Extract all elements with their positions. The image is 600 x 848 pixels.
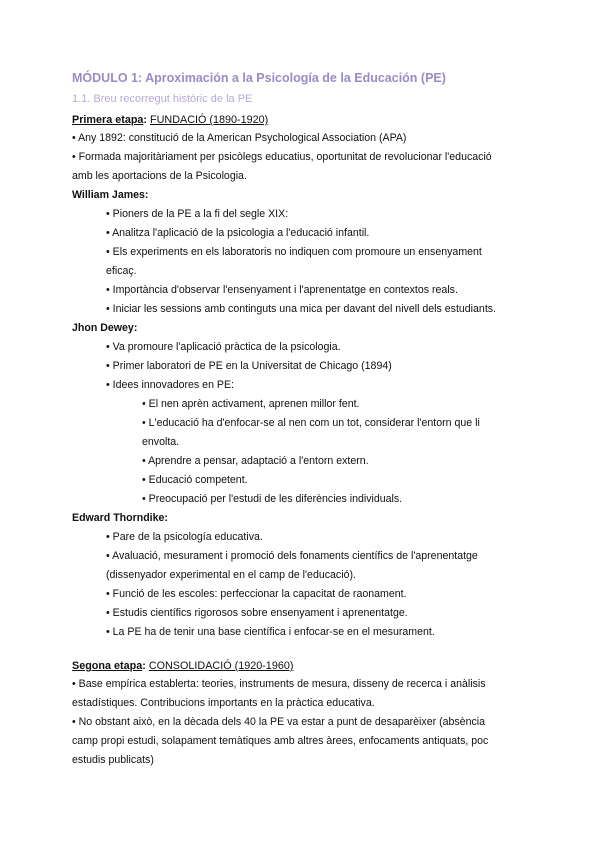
dewey-idea: • Preocupació per l'estudi de les diferències individuals. bbox=[142, 493, 403, 505]
james-item: • Els experiments en els laboratoris no indiquen com promoure un ensenyament bbox=[106, 246, 482, 258]
stage1-name: FUNDACIÓ (1890-1920) bbox=[150, 114, 269, 126]
section-subtitle: 1.1. Breu recorregut històric de la PE bbox=[72, 93, 253, 105]
document-page bbox=[72, 70, 532, 770]
dewey-item: • Primer laboratori de PE en la Universitat de Chicago (1894) bbox=[106, 360, 392, 372]
james-item: eficaç. bbox=[106, 265, 137, 277]
james-item: • Analitza l'aplicació de la psicologia a l'educació infantil. bbox=[106, 227, 370, 239]
author-dewey: Jhon Dewey: bbox=[72, 322, 138, 334]
stage2-heading: Segona etapa: CONSOLIDACIÓ (1920-1960) bbox=[72, 660, 294, 672]
stage2-bullet: camp propi estudi, solapament temàtiques amb altres àrees, enfocaments antiquats, poc bbox=[72, 735, 489, 747]
stage2-label: Segona etapa bbox=[72, 660, 143, 672]
stage2-bullet: estadístiques. Contribucions importants en la pràctica educativa. bbox=[72, 697, 375, 709]
stage2-bullet: • Base empírica establerta: teories, instruments de mesura, disseny de recerca i anàlisis bbox=[72, 678, 486, 690]
james-item: • Importància d'observar l'ensenyament i l'aprenentatge en contextos reals. bbox=[106, 284, 458, 296]
author-james: William James: bbox=[72, 189, 149, 201]
james-item: • Iniciar les sessions amb continguts una mica per davant del nivell dels estudiants. bbox=[106, 303, 496, 315]
thorndike-item: • Avaluació, mesurament i promoció dels fonaments científics de l'aprenentatge bbox=[106, 550, 478, 562]
thorndike-item: • Funció de les escoles: perfeccionar la capacitat de raonament. bbox=[106, 588, 407, 600]
stage1-bullet: amb les aportacions de la Psicologia. bbox=[72, 170, 247, 182]
stage2-name: CONSOLIDACIÓ (1920-1960) bbox=[148, 660, 294, 672]
dewey-idea: • Educació competent. bbox=[142, 474, 248, 486]
section-gap bbox=[72, 642, 532, 657]
dewey-idea: • Aprendre a pensar, adaptació a l'entorn extern. bbox=[142, 455, 369, 467]
thorndike-item: • Pare de la psicología educativa. bbox=[106, 531, 263, 543]
dewey-idea: • El nen aprèn activament, aprenen millor fent. bbox=[142, 398, 360, 410]
james-item: • Pioners de la PE a la fi del segle XIX: bbox=[106, 208, 289, 220]
thorndike-item: • La PE ha de tenir una base científica i enfocar-se en el mesurament. bbox=[106, 626, 435, 638]
stage1-bullet: • Any 1892: constitució de la American Psychological Association (APA) bbox=[72, 132, 407, 144]
dewey-idea: • L'educació ha d'enfocar-se al nen com un tot, considerar l'entorn que li bbox=[142, 417, 480, 429]
stage2-bullet: estudis publicats) bbox=[72, 754, 154, 766]
stage1-bullet: • Formada majoritàriament per psicòlegs educatius, oportunitat de revolucionar l'educació bbox=[72, 151, 492, 163]
module-title: MÓDULO 1: Aproximación a la Psicología de la Educación (PE) bbox=[72, 71, 446, 85]
author-thorndike: Edward Thorndike: bbox=[72, 512, 168, 524]
thorndike-item: (dissenyador experimental en el camp de l'educació). bbox=[106, 569, 356, 581]
thorndike-item: • Estudis científics rigorosos sobre ensenyament i aprenentatge. bbox=[106, 607, 408, 619]
stage2-bullet: • No obstant això, en la dècada dels 40 la PE va estar a punt de desaparèixer (absència bbox=[72, 716, 486, 728]
dewey-item: • Idees innovadores en PE: bbox=[106, 379, 234, 391]
dewey-idea: envolta. bbox=[142, 436, 180, 448]
stage1-label: Primera etapa bbox=[72, 114, 144, 126]
stage1-heading: Primera etapa: FUNDACIÓ (1890-1920) bbox=[72, 114, 269, 126]
dewey-item: • Va promoure l'aplicació pràctica de la psicologia. bbox=[106, 341, 341, 353]
